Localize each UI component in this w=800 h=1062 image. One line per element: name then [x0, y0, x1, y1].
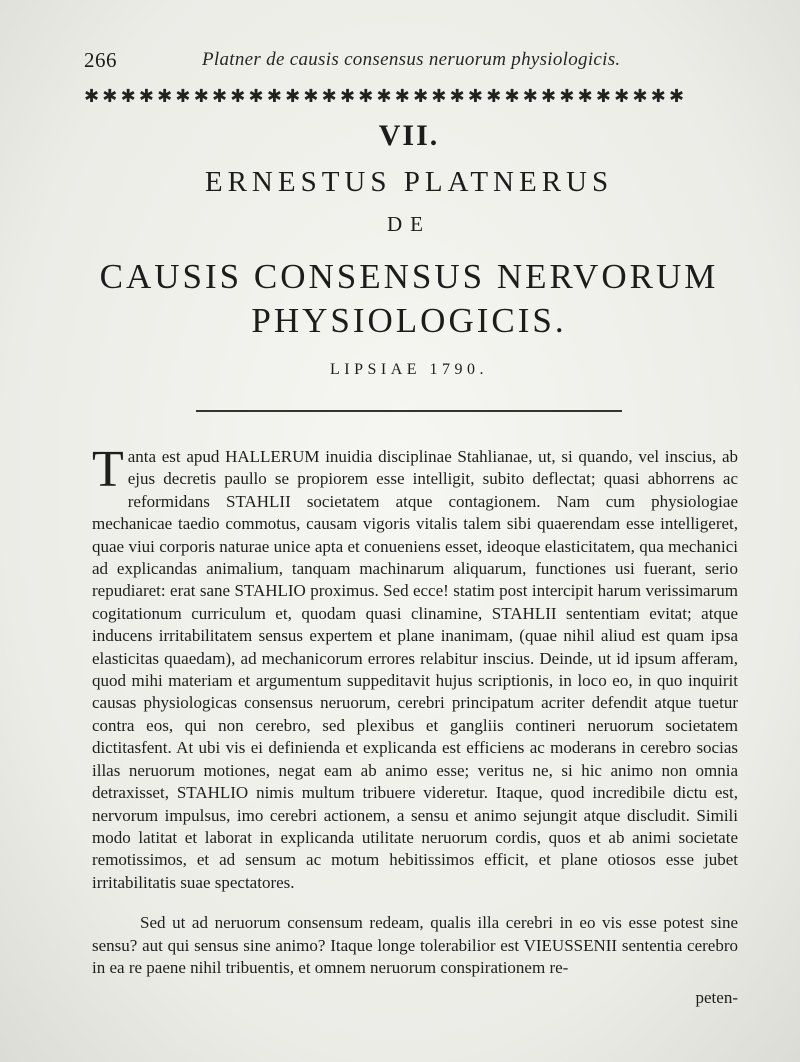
catchword: peten-: [695, 988, 738, 1007]
paragraph-1: [92, 441, 738, 894]
author-name: ERNESTUS PLATNERUS: [204, 166, 614, 198]
paragraph-1-text: anta est apud HALLERUM inuidia disciplinae Stahlianae, ut, si quando, vel inscius, ab ejus decretis paullo se propiorem esse intelligit, subito deflectat; quasi abhorrens ac reformidans STAHLII societatem atque contagionem. Nam cum physiologiae mechanicae taedio commotus, causam vigoris vitalis talem sibi quaerendam esse intelligeret, quae viui corporis naturae unice apta et conueniens esset, ideoque elasticitatem, qua mechanici ad explicandas animalium, tanquam machinarum aliquarum, functiones usi fuerant, serio repudiaret: erat sane STAHLIO proximus. Sed ecce! statim post intercipit harum verissimarum cogitationum curriculum et, quodam quasi clinamine, STAHLII sententiam evitat; atque inducens irritabilitatem sensus expertem et plane inanimam, (quae nihil aliud est quam ipsa elasticitas quaedam), ad mechanicorum errores relabitur inscius. Deinde, ut id ipsum afferam, quod mihi materiam et argumentum suppeditavit hujus scriptionis, in loco eo, in quo inquirit causas physiologicas consensus neruorum, cerebri principatum acriter defendit atque tuetur contra eos, qui non cerebro, sed plexibus et gangliis contineri neruorum societatem dictitasfent. At ubi vis ei definienda et explicanda est efficiens ac moderans in cerebro socias illas neruorum motiones, negat eam ab animo esse; veritus ne, si hic animo non omnia detraxisset, STAHLIO nimis multum tribuere videretur. Itaque, quod incredibile dictu est, nervorum impulsus, imo cerebri actionem, a sensu et animo sejungit atque discludit. Simili modo latitat et laborat in explicanda utilitate neruorum cordis, quos et ab animi societate remotissimos, et ad sensum ac motum hebitissimos efficit, et plane otiosos esse jubet irritabilitatis suae spectatores.: [92, 447, 738, 892]
work-title-line-2: PHYSIOLOGICIS.: [251, 301, 567, 340]
title-block: [84, 118, 734, 384]
running-title: Platner de causis consensus neruorum physiologicis.: [202, 49, 621, 70]
imprint: LIPSIAE 1790.: [329, 361, 489, 378]
title-preposition: DE: [387, 212, 431, 236]
drop-capital: T: [92, 441, 124, 498]
page-number: 266: [84, 48, 117, 72]
body-text: [92, 441, 738, 979]
ornament-border: ✱✱✱✱✱✱✱✱✱✱✱✱✱✱✱✱✱✱✱✱✱✱✱✱✱✱✱✱✱✱✱✱✱: [84, 86, 688, 107]
chapter-number: VII.: [378, 119, 440, 152]
paragraph-2: Sed ut ad neruorum consensum redeam, qualis illa cerebri in eo vis esse potest sine sensu? aut qui sensus sine animo? Itaque longe tolerabilior est VIEUSSENII sententia cerebro in ea re paene nihil tribuentis, et omnem neruorum conspirationem re-: [92, 913, 738, 977]
running-head: [84, 48, 734, 72]
title-rule-divider: [196, 410, 622, 412]
work-title-line-1: CAUSIS CONSENSUS NERVORUM: [99, 257, 719, 296]
